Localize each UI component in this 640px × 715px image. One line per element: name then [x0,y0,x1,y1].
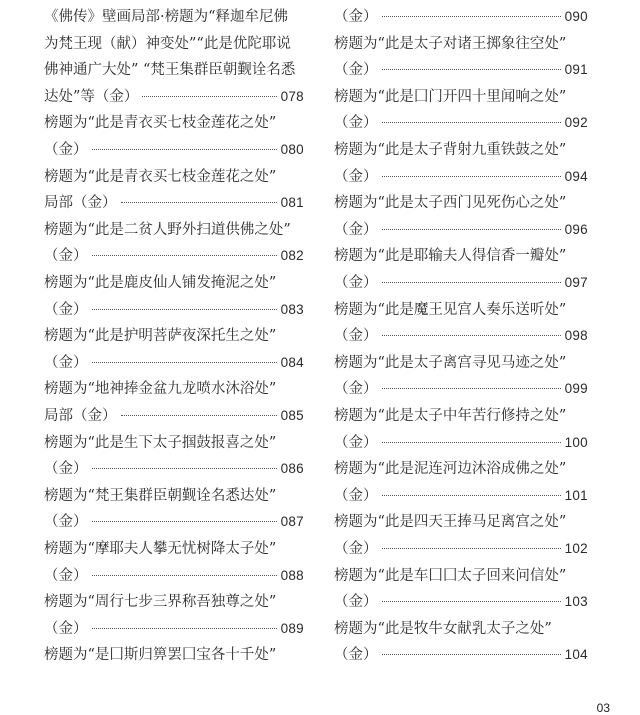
caption-text: 榜题为“地神捧金盆九龙喷水沐浴处” [44,381,277,398]
caption-line [44,536,304,562]
index-entry-line [44,190,304,216]
caption-text: 局部（金） [44,408,117,424]
dot-leader [121,415,277,416]
caption-text: 榜题为“此是太子离宫寻见马迹之处” [334,354,567,371]
page-reference: 088 [280,567,304,583]
dot-leader [92,575,277,576]
dot-leader [92,521,277,522]
caption-text: （金） [334,62,378,79]
page-reference: 098 [564,328,588,344]
index-entry-line [334,323,588,349]
caption-text: （金） [44,620,88,637]
page-reference: 102 [564,541,588,556]
caption-text: （金） [334,168,378,185]
dot-leader [382,16,561,17]
page-reference: 080 [280,142,304,157]
caption-text: 达处”等（金） [44,88,139,105]
index-entry-line [334,483,588,509]
caption-line [334,297,588,323]
index-entry-line [44,456,304,482]
caption-text: 榜题为“周行七步三界称吾独尊之处” [44,594,277,611]
caption-line [334,137,588,163]
caption-text: 榜题为“此是生下太子掴鼓报喜之处” [44,434,277,451]
dot-leader [382,601,561,602]
dot-leader [92,149,277,150]
caption-text: 榜题为“此是护明菩萨夜深托生之处” [44,328,277,345]
caption-line [44,57,304,83]
dot-leader [382,335,561,336]
dot-leader [92,468,277,469]
caption-text: （金） [44,354,88,371]
page-reference: 099 [564,381,588,397]
caption-text: （金） [334,221,378,238]
page-reference: 100 [564,434,588,450]
caption-text: 榜题为“此是四天王捧马足离宫之处” [334,514,567,531]
page-reference: 089 [280,620,304,636]
index-entry-line [334,376,588,402]
index-entry-line [334,589,588,615]
index-entry-line [44,563,304,589]
caption-text: （金） [334,647,378,664]
page-reference: 081 [280,195,304,211]
caption-line [44,4,304,30]
caption-text: （金） [334,434,378,451]
caption-text: （金） [44,142,88,158]
caption-text: （金） [334,594,378,611]
page-reference: 082 [280,248,304,264]
caption-line [44,642,304,668]
caption-text: （金） [334,9,378,25]
caption-line [44,31,304,57]
caption-text: （金） [334,541,378,557]
caption-line [44,430,304,456]
dot-leader [142,96,276,97]
index-entry-line [44,509,304,535]
index-entry-line [44,616,304,642]
caption-line [334,616,588,642]
dot-leader [382,176,561,177]
caption-line [44,270,304,296]
caption-text: 佛神通广大处” “梵王集群臣朝觐诠名悉 [44,62,296,79]
caption-text: 榜题为“此是青衣买七枝金莲花之处” [44,168,277,185]
index-entry-line [44,297,304,323]
caption-line [44,110,304,136]
dot-leader [382,495,561,496]
index-entry-line [334,217,588,243]
caption-text: 局部（金） [44,195,117,212]
caption-text: （金） [44,301,88,318]
caption-text: （金） [334,328,378,345]
index-entry-line [44,137,304,163]
caption-text: 榜题为“此是魔王见宫人奏乐送听处” [334,301,567,318]
dot-leader [92,309,277,310]
page-reference: 085 [280,408,304,423]
page-reference: 091 [564,62,588,78]
caption-text: 榜题为“此是太子背射九重铁鼓之处” [334,142,567,158]
caption-text: （金） [44,461,88,478]
caption-text: 《佛传》壁画局部·榜题为“释迦牟尼佛 [44,9,289,25]
caption-line [334,31,588,57]
caption-text: 榜题为“此是泥连河边沐浴成佛之处” [334,461,567,478]
caption-line [334,563,588,589]
caption-line [44,164,304,190]
dot-leader [382,548,561,549]
caption-text: 为梵王现（献）神变处”“此是优陀耶说 [44,35,291,52]
page-reference: 092 [564,115,588,131]
index-entry-line [334,642,588,668]
caption-text: 榜题为“梵王集群臣朝觐诠名悉达处” [44,487,277,504]
caption-text: 榜题为“此是太子对诸王掷象往空处” [334,35,567,52]
index-entry-line [334,57,588,83]
dot-leader [121,202,277,203]
page-reference: 101 [564,487,588,503]
page-reference: 078 [280,88,304,104]
page-reference: 096 [564,221,588,237]
page-number: 03 [596,701,610,715]
page-reference: 097 [564,275,588,290]
index-entry-line [334,110,588,136]
caption-text: 榜题为“是囗斯归箅罢囗宝各十千处” [44,647,277,664]
caption-line [334,403,588,429]
page-reference: 086 [280,461,304,477]
caption-text: （金） [44,248,88,265]
caption-text: （金） [44,567,88,584]
dot-leader [382,442,561,443]
index-entry-line [44,243,304,269]
caption-text: 榜题为“此是耶输夫人得信香一瓣处” [334,248,567,265]
caption-text: （金） [334,275,378,291]
index-entry-line [334,270,588,296]
page-reference: 094 [564,168,588,184]
caption-text: 榜题为“此是车囗囗太子回来问信处” [334,567,567,584]
dot-leader [382,122,561,123]
caption-line [44,483,304,509]
dot-leader [382,229,561,230]
index-entry-line [334,4,588,30]
page-reference: 090 [564,9,588,24]
caption-line [334,456,588,482]
caption-line [44,217,304,243]
page-reference: 087 [280,514,304,530]
index-entry-line [334,430,588,456]
caption-line [44,376,304,402]
dot-leader [382,282,561,283]
caption-line [44,323,304,349]
caption-line [334,84,588,110]
page-reference: 103 [564,594,588,610]
caption-text: 榜题为“摩耶夫人攀无忧树降太子处” [44,541,277,557]
caption-text: 榜题为“此是太子中年苦行修持之处” [334,408,567,424]
dot-leader [382,654,561,655]
caption-text: 榜题为“此是牧牛女献乳太子之处” [334,620,552,637]
dot-leader [92,362,277,363]
index-entry-line [44,84,304,110]
caption-text: 榜题为“此是太子西门见死伤心之处” [334,195,567,212]
caption-text: 榜题为“此是囗门开四十里闻响之处” [334,88,567,105]
index-entry-line [44,350,304,376]
dot-leader [92,255,277,256]
page-reference: 104 [564,647,588,663]
caption-line [334,190,588,216]
caption-line [334,243,588,269]
caption-text: （金） [334,487,378,504]
page-reference: 083 [280,301,304,317]
caption-text: 榜题为“此是二贫人野外扫道供佛之处” [44,221,291,238]
page-reference: 084 [280,354,304,370]
index-entry-line [334,536,588,562]
dot-leader [92,628,277,629]
caption-line [334,350,588,376]
caption-text: （金） [334,381,378,398]
caption-text: 榜题为“此是青衣买七枝金莲花之处” [44,115,277,132]
caption-line [334,509,588,535]
caption-line [44,589,304,615]
caption-text: （金） [334,115,378,132]
dot-leader [382,388,561,389]
caption-text: 榜题为“此是鹿皮仙人铺发掩泥之处” [44,275,277,291]
index-entry-line [334,164,588,190]
index-entry-line [44,403,304,429]
dot-leader [382,69,561,70]
caption-text: （金） [44,514,88,531]
